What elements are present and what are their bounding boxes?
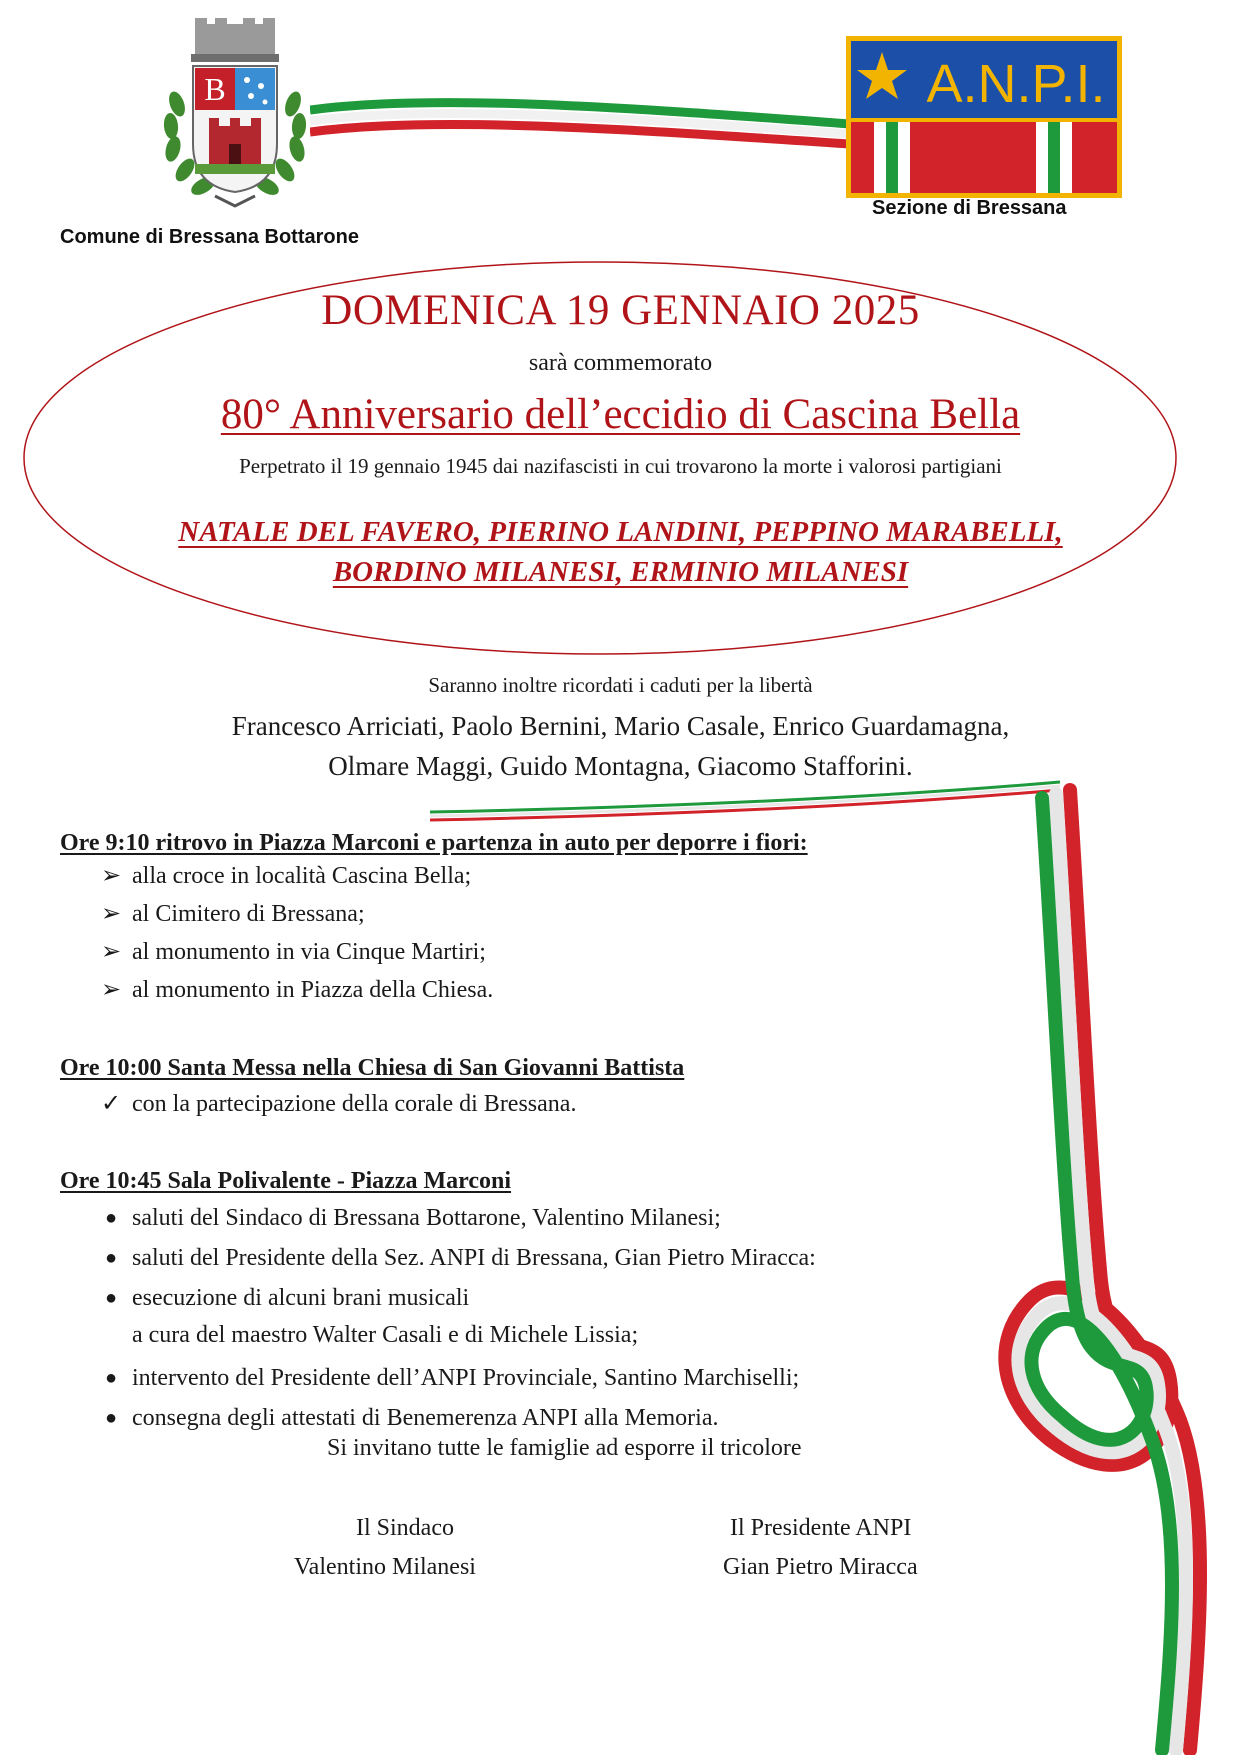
- checkmark-icon: ✓: [100, 1091, 122, 1117]
- list-item-text: esecuzione di alcuni brani musicali: [132, 1285, 470, 1311]
- arrowhead-bullet-icon: ➢: [100, 977, 122, 1003]
- remembered-names-line1: Francesco Arriciati, Paolo Bernini, Mario Casale, Enrico Guardamagna,: [231, 711, 1010, 741]
- invitation-text: Si invitano tutte le famiglie ad esporre il tricolore: [327, 1435, 802, 1461]
- list-item: [96, 857, 493, 895]
- event-date: DOMENICA 19 GENNAIO 2025: [321, 287, 920, 334]
- list-item: [96, 1085, 576, 1123]
- round-bullet-icon: ●: [104, 1367, 118, 1389]
- list-item-text: al Cimitero di Bressana;: [132, 901, 365, 927]
- section2-heading: Ore 10:00 Santa Messa nella Chiesa di San Giovanni Battista: [60, 1055, 685, 1081]
- signature-right-name: Gian Pietro Miracca: [723, 1554, 918, 1580]
- list-item: [96, 1278, 816, 1358]
- list-item-text: con la partecipazione della corale di Bressana.: [132, 1091, 577, 1117]
- event-intro: sarà commemorato: [528, 350, 713, 376]
- remembered-names-line2: Olmare Maggi, Guido Montagna, Giacomo Stafforini.: [328, 751, 913, 781]
- signature-left-title: Il Sindaco: [356, 1515, 454, 1541]
- list-item-text: intervento del Presidente dell’ANPI Provinciale, Santino Marchiselli;: [132, 1365, 800, 1391]
- list-item: [96, 1238, 816, 1278]
- arrowhead-bullet-icon: ➢: [100, 901, 122, 927]
- partisan-names: [0, 512, 1241, 592]
- round-bullet-icon: ●: [104, 1247, 118, 1269]
- event-title-text: 80° Anniversario dell’eccidio di Cascina Bella: [220, 391, 1021, 438]
- anpi-logo: [846, 36, 1122, 198]
- section2-list: [96, 1085, 576, 1123]
- side-tricolor-ribbon: [990, 780, 1220, 1755]
- comune-name: Comune di Bressana Bottarone: [60, 226, 359, 248]
- list-item: [96, 933, 493, 971]
- list-item-text-continued: a cura del maestro Walter Casali e di Michele Lissia;: [132, 1322, 639, 1348]
- list-item: [96, 971, 493, 1009]
- round-bullet-icon: ●: [104, 1407, 118, 1429]
- arrowhead-bullet-icon: ➢: [100, 939, 122, 965]
- section3-list: [96, 1198, 816, 1438]
- list-item-text: al monumento in Piazza della Chiesa.: [132, 977, 494, 1003]
- list-item-text: al monumento in via Cinque Martiri;: [132, 939, 486, 965]
- list-item: [96, 1398, 816, 1438]
- round-bullet-icon: ●: [104, 1207, 118, 1229]
- comune-crest-logo: [155, 14, 315, 224]
- section3-heading: Ore 10:45 Sala Polivalente - Piazza Marconi: [60, 1168, 512, 1194]
- anpi-section-name: Sezione di Bressana: [872, 197, 1067, 219]
- anpi-logo-text: A.N.P.I.: [926, 54, 1106, 114]
- top-tricolor-ribbon: [310, 96, 850, 172]
- round-bullet-icon: ●: [104, 1287, 118, 1309]
- list-item: [96, 895, 493, 933]
- list-item-text: alla croce in località Cascina Bella;: [132, 863, 472, 889]
- list-item-text: saluti del Presidente della Sez. ANPI di Bressana, Gian Pietro Miracca:: [132, 1245, 816, 1271]
- list-item-text: consegna degli attestati di Benemerenza ANPI alla Memoria.: [132, 1405, 719, 1431]
- list-item: [96, 1198, 816, 1238]
- middle-tricolor-ribbon: [430, 780, 1070, 830]
- signature-right-title: Il Presidente ANPI: [730, 1515, 912, 1541]
- partisan-names-line1: NATALE DEL FAVERO, PIERINO LANDINI, PEPPINO MARABELLI,: [178, 516, 1063, 548]
- signature-left-name: Valentino Milanesi: [294, 1554, 476, 1580]
- arrowhead-bullet-icon: ➢: [100, 863, 122, 889]
- partisan-names-line2: BORDINO MILANESI, ERMINIO MILANESI: [332, 556, 909, 588]
- remembered-names: [0, 706, 1241, 786]
- event-perpetrated: Perpetrato il 19 gennaio 1945 dai nazifascisti in cui trovarono la morte i valorosi partigiani: [239, 454, 1002, 478]
- list-item: [96, 1358, 816, 1398]
- remembered-intro: Saranno inoltre ricordati i caduti per la libertà: [428, 673, 813, 697]
- list-item-text: saluti del Sindaco di Bressana Bottarone, Valentino Milanesi;: [132, 1205, 721, 1231]
- event-title: [0, 390, 1241, 439]
- section1-list: [96, 857, 493, 1009]
- section1-heading: Ore 9:10 ritrovo in Piazza Marconi e partenza in auto per deporre i fiori:: [60, 830, 808, 856]
- crest-letter: B: [204, 71, 226, 107]
